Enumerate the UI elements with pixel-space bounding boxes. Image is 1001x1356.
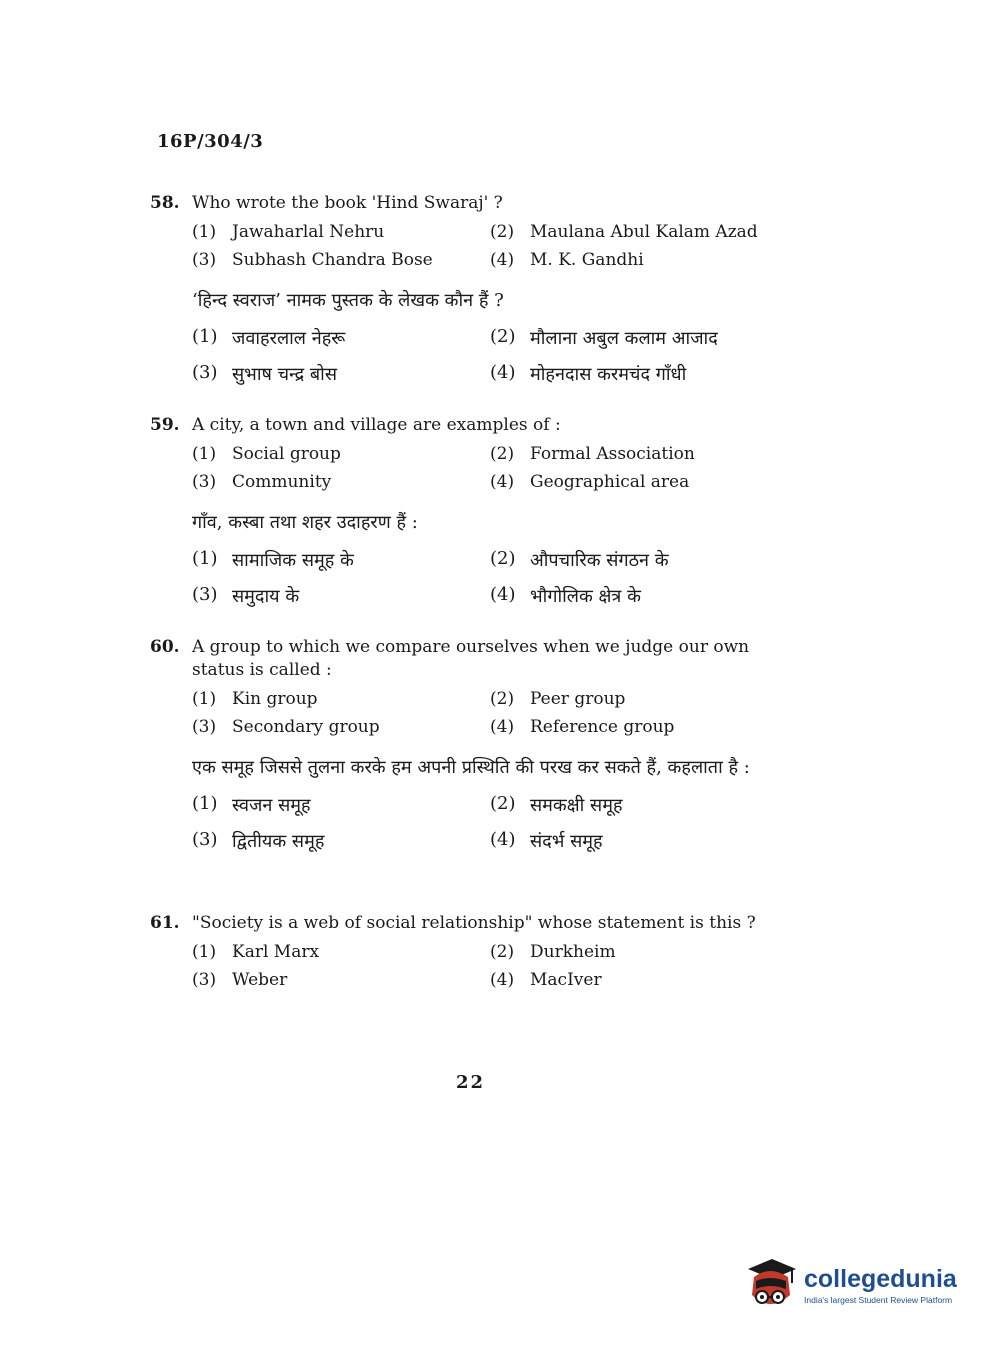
- paper-code: 16P/304/3: [157, 131, 264, 152]
- option-3: (3) Community: [192, 472, 332, 492]
- question-text-hindi: एक समूह जिससे तुलना करके हम अपनी प्रस्थिति की परख कर सकते हैं, कहलाता है :: [192, 757, 750, 778]
- option-4: (4) MacIver: [490, 970, 602, 990]
- option-2-hindi: (2) मौलाना अबुल कलाम आजाद: [490, 326, 718, 349]
- option-4-hindi: (4) भौगोलिक क्षेत्र के: [490, 584, 641, 607]
- question-text-hindi: गाँव, कस्बा तथा शहर उदाहरण हैं :: [192, 512, 418, 533]
- option-2-hindi: (2) औपचारिक संगठन के: [490, 548, 669, 571]
- options-hindi: [192, 320, 790, 392]
- question-text: "Society is a web of social relationship" whose statement is this ?: [192, 913, 756, 933]
- question-58: [150, 192, 790, 392]
- option-1-hindi: (1) जवाहरलाल नेहरू: [192, 326, 346, 349]
- question-text: Who wrote the book 'Hind Swaraj' ?: [192, 193, 503, 213]
- question-number: 58.: [150, 193, 180, 213]
- question-text: A city, a town and village are examples of :: [192, 415, 561, 435]
- options-english: [192, 685, 790, 741]
- option-3-hindi: (3) सुभाष चन्द्र बोस: [192, 362, 337, 385]
- question-number: 61.: [150, 913, 180, 933]
- question-59: [150, 414, 790, 614]
- question-number: 59.: [150, 415, 180, 435]
- options-english: [192, 218, 790, 274]
- option-4: (4) Geographical area: [490, 472, 690, 492]
- question-text-hindi: ‘हिन्द स्वराज’ नामक पुस्तक के लेखक कौन हैं ?: [192, 290, 504, 311]
- option-4: (4) Reference group: [490, 717, 675, 737]
- option-2: (2) Maulana Abul Kalam Azad: [490, 222, 758, 242]
- option-1: (1) Jawaharlal Nehru: [192, 222, 385, 242]
- option-2: (2) Durkheim: [490, 942, 616, 962]
- option-1-hindi: (1) सामाजिक समूह के: [192, 548, 354, 571]
- option-1: (1) Social group: [192, 444, 341, 464]
- option-3-hindi: (3) समुदाय के: [192, 584, 300, 607]
- page-number: 22: [456, 1072, 486, 1093]
- option-1: (1) Kin group: [192, 689, 318, 709]
- option-2-hindi: (2) समकक्षी समूह: [490, 793, 623, 816]
- option-2: (2) Formal Association: [490, 444, 695, 464]
- option-4: (4) M. K. Gandhi: [490, 250, 644, 270]
- option-3: (3) Subhash Chandra Bose: [192, 250, 433, 270]
- question-61: [150, 912, 790, 994]
- option-4-hindi: (4) मोहनदास करमचंद गाँधी: [490, 362, 687, 385]
- options-english: [192, 440, 790, 496]
- option-3-hindi: (3) द्वितीयक समूह: [192, 829, 325, 852]
- option-2: (2) Peer group: [490, 689, 626, 709]
- collegedunia-mascot-icon: [742, 1255, 798, 1315]
- options-english: [192, 938, 790, 994]
- question-60: [150, 636, 790, 859]
- brand-name: collegedunia: [804, 1265, 957, 1293]
- option-4-hindi: (4) संदर्भ समूह: [490, 829, 603, 852]
- option-1-hindi: (1) स्वजन समूह: [192, 793, 311, 816]
- question-number: 60.: [150, 637, 180, 657]
- brand-tagline: India's largest Student Review Platform: [804, 1295, 953, 1305]
- option-3: (3) Secondary group: [192, 717, 380, 737]
- option-1: (1) Karl Marx: [192, 942, 320, 962]
- options-hindi: [192, 542, 790, 614]
- question-text: A group to which we compare ourselves when we judge our own status is called :: [192, 637, 750, 680]
- option-3: (3) Weber: [192, 970, 288, 990]
- options-hindi: [192, 787, 790, 859]
- collegedunia-watermark: [742, 1248, 972, 1322]
